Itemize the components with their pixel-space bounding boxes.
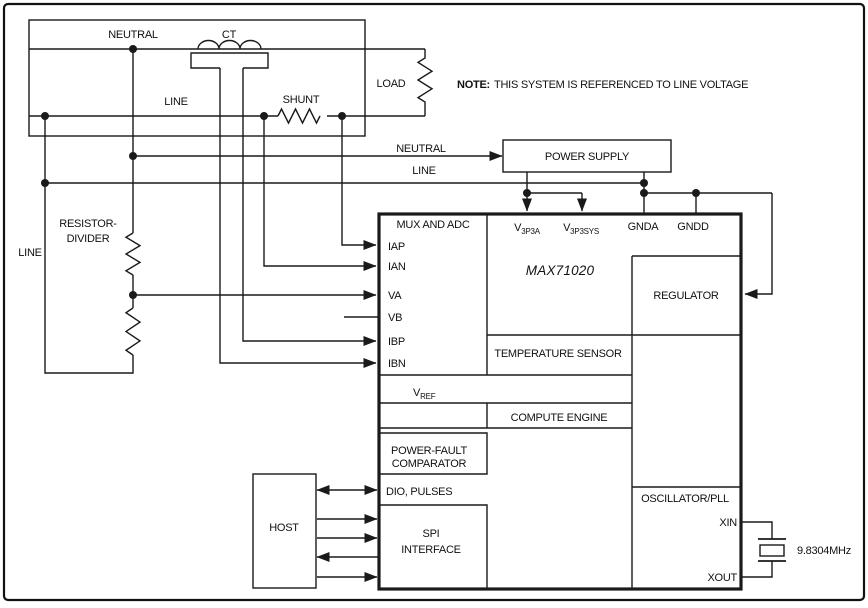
junction-dot [41, 179, 49, 187]
ibp-pin-label: IBP [388, 336, 405, 348]
divider-resistor-bottom [126, 308, 140, 355]
junction-dot [692, 189, 700, 197]
junction-dot [640, 189, 648, 197]
spi-label-2: INTERFACE [401, 544, 461, 556]
neutral-top-label: NEUTRAL [108, 29, 158, 41]
ground-rail [644, 172, 772, 214]
line-supply-label: LINE [412, 165, 436, 177]
v3p3a-pin-label [514, 222, 541, 236]
vb-pin-label: VB [388, 312, 403, 324]
xout-pin-label: XOUT [707, 572, 737, 584]
divider-resistor-top [126, 233, 140, 275]
junction-dot [129, 45, 137, 53]
host-label: HOST [269, 522, 299, 534]
xout-wire [741, 561, 772, 577]
junction-dot [260, 112, 268, 120]
ct-label: CT [221, 29, 237, 41]
junction-dot [640, 179, 648, 187]
junction-dot [129, 291, 137, 299]
mux-adc-label: MUX AND ADC [396, 219, 470, 231]
junction-dot [338, 112, 346, 120]
gndd-pin-label: GNDD [677, 221, 709, 233]
resistor-divider-circuit [45, 49, 644, 373]
dio-pulses-label: DIO, PULSES [386, 486, 453, 498]
line-top-label: LINE [164, 96, 188, 108]
neutral-supply-label: NEUTRAL [396, 143, 446, 155]
junction-dot [523, 189, 531, 197]
ibn-pin-label: IBN [388, 358, 406, 370]
power-supply-label: POWER SUPPLY [544, 151, 630, 163]
chip-name: MAX71020 [525, 263, 595, 278]
v3p3sys-sub: 3P3SYS [570, 227, 599, 236]
v3p3sys-pin-label [563, 222, 599, 236]
ian-wire [264, 116, 376, 266]
regulator-label: REGULATOR [653, 290, 719, 302]
note-body: THIS SYSTEM IS REFERENCED TO LINE VOLTAGE [493, 79, 749, 91]
vref-base: V [413, 387, 421, 399]
crystal-circuit [741, 522, 786, 577]
power-supply-block [133, 140, 772, 294]
v3p3a-sub: 3P3A [521, 227, 540, 236]
vref-label [413, 387, 436, 401]
iap-pin-label: IAP [388, 241, 405, 253]
shunt-resistor [278, 109, 320, 123]
crystal-frequency-label: 9.8304MHz [797, 545, 852, 557]
va-pin-label: VA [388, 290, 402, 302]
resistor-divider-label-2: DIVIDER [66, 233, 110, 245]
line-left-label: LINE [18, 247, 42, 259]
crystal-plates-icon [758, 539, 786, 561]
shunt-label: SHUNT [282, 94, 320, 106]
junction-dot [41, 112, 49, 120]
compute-engine-label: COMPUTE ENGINE [510, 412, 608, 424]
xin-wire [741, 522, 772, 539]
v3p3a-base: V [514, 222, 522, 234]
load-label: LOAD [376, 78, 406, 90]
note-prefix: NOTE: [457, 79, 490, 91]
ct-core [191, 53, 268, 68]
ian-pin-label: IAN [388, 261, 406, 273]
temp-sensor-label: TEMPERATURE SENSOR [494, 348, 622, 360]
xin-pin-label: XIN [719, 517, 737, 529]
spi-label-1: SPI [422, 528, 440, 540]
power-fault-label-1: POWER-FAULT [391, 445, 467, 457]
resistor-divider-label-1: RESISTOR- [59, 218, 117, 230]
oscillator-label: OSCILLATOR/PLL [641, 493, 729, 505]
power-fault-label-2: COMPARATOR [391, 458, 467, 470]
gnda-pin-label: GNDA [627, 221, 659, 233]
ct-coil-icon [198, 41, 261, 49]
v3p3sys-base: V [563, 222, 571, 234]
vref-sub: REF [420, 392, 436, 401]
junction-dot [129, 152, 137, 160]
crystal-body-icon [760, 545, 784, 556]
note-text [457, 79, 748, 91]
regulator-feed-arrow [745, 193, 772, 294]
load-resistor [418, 49, 432, 116]
